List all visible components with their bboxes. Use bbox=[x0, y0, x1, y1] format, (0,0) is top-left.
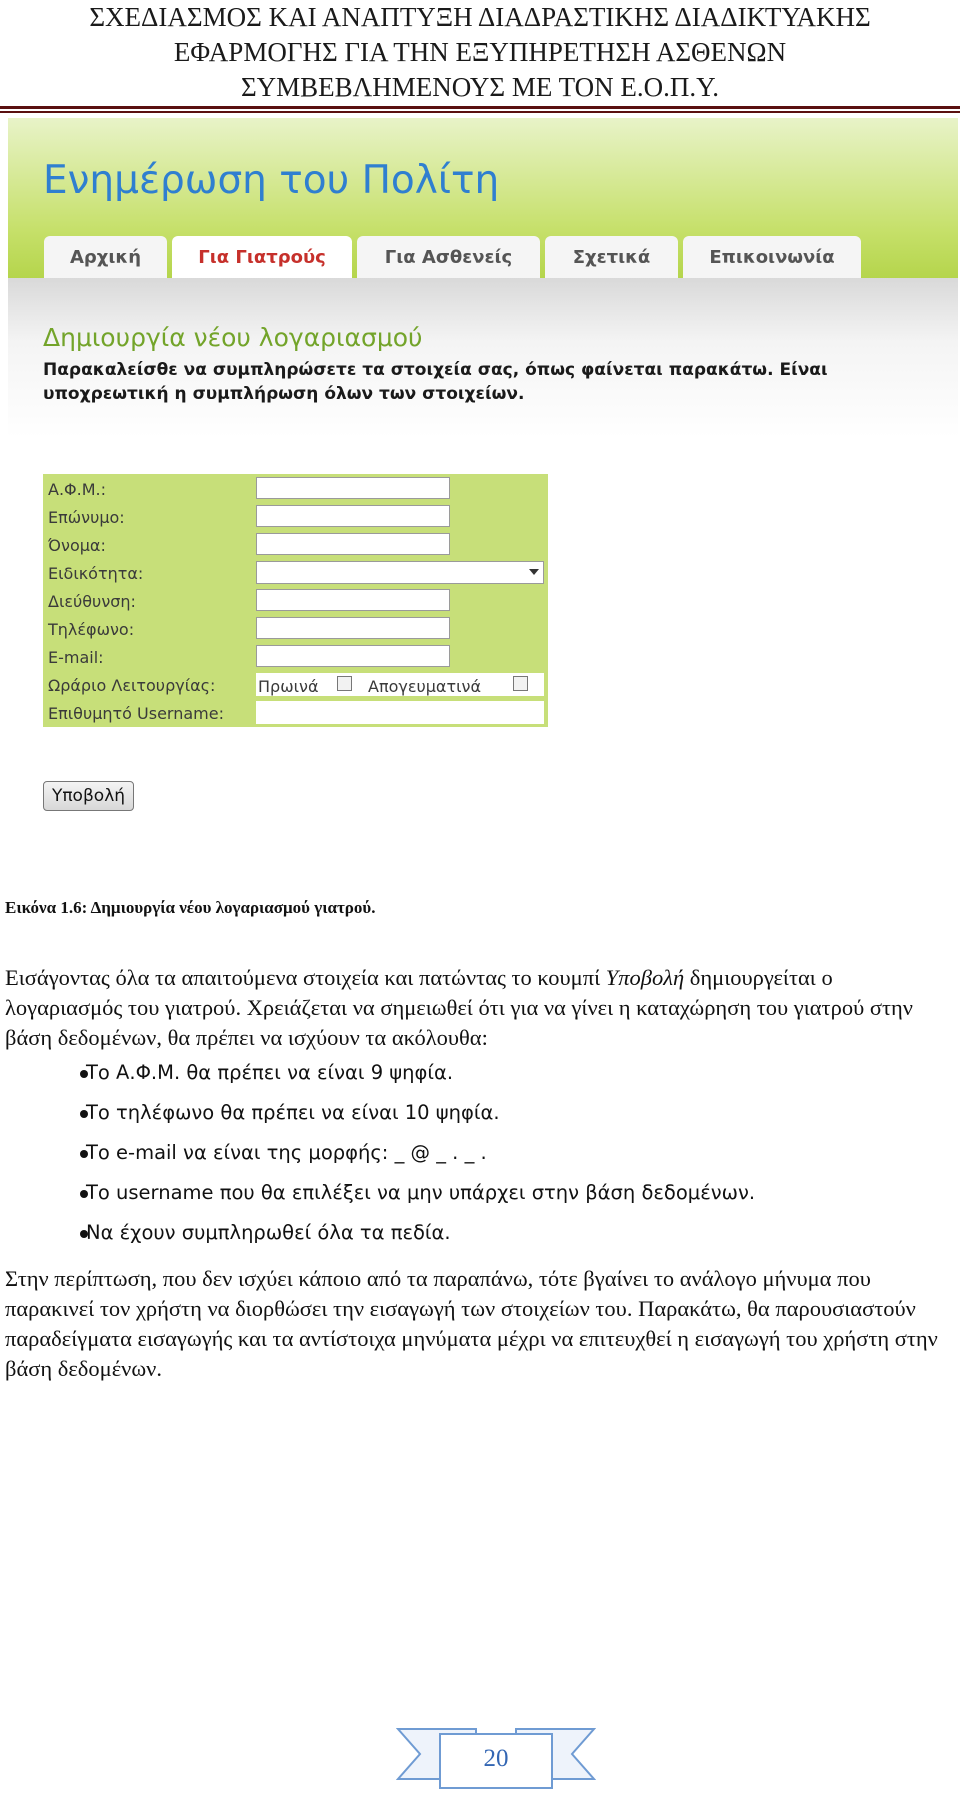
name-input[interactable] bbox=[256, 533, 450, 555]
registration-form bbox=[43, 474, 548, 727]
list-item bbox=[0, 1139, 960, 1169]
paragraph-2: Στην περίπτωση, που δεν ισχύει κάποιο από τα παραπάνω, τότε βγαίνει το ανάλογο μήνυμα που παρακινεί τον χρήστη να διορθώσει την εισαγωγή των στοιχείων του. Παρακάτω, θα παρουσιαστούν παραδείγματα εισαγωγής και τα αντίστοιχα μηνύματα μέχρι να επιτευχθεί η εισαγωγή του χρήστη στην βάση δεδομένων. bbox=[5, 1266, 938, 1381]
page-number: 20 bbox=[483, 1745, 509, 1772]
form-row-name bbox=[43, 532, 548, 560]
site-title: Ενημέρωση του Πολίτη bbox=[43, 158, 500, 203]
list-item-text: Το username που θα επιλέξει να μην υπάρχει στην βάση δεδομένων. bbox=[86, 1181, 756, 1204]
figure-caption: Εικόνα 1.6: Δημιουργία νέου λογαριασμού γιατρού. bbox=[5, 898, 376, 917]
list-item bbox=[0, 1219, 960, 1249]
afternoon-label: Απογευματινά bbox=[368, 677, 481, 696]
specialty-select[interactable] bbox=[256, 561, 544, 584]
paragraph-1-start: Εισάγοντας όλα τα απαιτούμενα στοιχεία και πατώντας το κουμπί bbox=[5, 965, 606, 990]
form-row-username bbox=[43, 700, 548, 728]
address-input[interactable] bbox=[256, 589, 450, 611]
chevron-down-icon bbox=[529, 569, 539, 575]
form-row-email bbox=[43, 644, 548, 672]
form-title: Δημιουργία νέου λογαριασμού bbox=[43, 323, 423, 352]
form-row-hours bbox=[43, 672, 548, 700]
specialty-label: Ειδικότητα: bbox=[48, 564, 144, 583]
phone-label: Τηλέφωνο: bbox=[48, 620, 135, 639]
figure-screenshot bbox=[8, 118, 958, 818]
list-item-text: Να έχουν συμπληρωθεί όλα τα πεδία. bbox=[86, 1221, 451, 1244]
tab-home[interactable]: Αρχική bbox=[44, 236, 167, 278]
hours-label: Ωράριο Λειτουργίας: bbox=[48, 676, 216, 695]
morning-label: Πρωινά bbox=[258, 677, 319, 696]
nav-tabs bbox=[44, 236, 861, 278]
header-rule-thick bbox=[0, 106, 960, 109]
tab-doctors[interactable]: Για Γιατρούς bbox=[172, 236, 352, 278]
form-row-address bbox=[43, 588, 548, 616]
afm-label: Α.Φ.Μ.: bbox=[48, 480, 106, 499]
phone-input[interactable] bbox=[256, 617, 450, 639]
list-item-text: Το τηλέφωνο θα πρέπει να είναι 10 ψηφία. bbox=[86, 1101, 500, 1124]
tab-patients[interactable]: Για Ασθενείς bbox=[357, 236, 540, 278]
username-label: Επιθυμητό Username: bbox=[48, 704, 224, 723]
morning-checkbox[interactable] bbox=[337, 676, 352, 691]
email-input[interactable] bbox=[256, 645, 450, 667]
surname-label: Επώνυμο: bbox=[48, 508, 125, 527]
document-header bbox=[0, 0, 960, 105]
header-line-2: ΕΦΑΡΜΟΓΗΣ ΓΙΑ ΤΗΝ ΕΞΥΠΗΡΕΤΗΣΗ ΑΣΘΕΝΩΝ bbox=[173, 37, 787, 67]
form-row-phone bbox=[43, 616, 548, 644]
afm-input[interactable] bbox=[256, 477, 450, 499]
tab-contact[interactable]: Επικοινωνία bbox=[683, 236, 861, 278]
header-line-3: ΣΥΜΒΕΒΛΗΜΕΝΟΥΣ ΜΕ ΤΟΝ Ε.Ο.Π.Υ. bbox=[240, 72, 720, 102]
paragraph-1-emphasis: Υποβολή bbox=[605, 965, 685, 990]
address-label: Διεύθυνση: bbox=[48, 592, 136, 611]
email-label: E-mail: bbox=[48, 648, 104, 667]
hours-options bbox=[256, 673, 544, 696]
list-item-text: Το e-mail να είναι της μορφής: _ @ _ . _ . bbox=[86, 1141, 487, 1164]
list-item bbox=[0, 1179, 960, 1209]
form-row-surname bbox=[43, 504, 548, 532]
name-label: Όνομα: bbox=[48, 536, 106, 555]
header-rule-thin bbox=[0, 111, 960, 113]
list-item bbox=[0, 1099, 960, 1129]
paragraph-1-end: δημιουργείται ο λογαριασμός του γιατρού. Χρειάζεται να σημειωθεί ότι για να γίνει η καταχώρηση του γιατρού στην βάση δεδομένων, θα πρέπει να ισχύουν τα ακόλουθα: bbox=[5, 965, 913, 1050]
header-line-1: ΣΧΕΔΙΑΣΜΟΣ ΚΑΙ ΑΝΑΠΤΥΞΗ ΔΙΑΔΡΑΣΤΙΚΗΣ ΔΙΑΔΙΚΤΥΑΚΗΣ bbox=[89, 2, 871, 32]
tab-about[interactable]: Σχετικά bbox=[545, 236, 678, 278]
surname-input[interactable] bbox=[256, 505, 450, 527]
username-input[interactable] bbox=[256, 701, 544, 724]
form-row-specialty bbox=[43, 560, 548, 588]
list-item-text: Το Α.Φ.Μ. θα πρέπει να είναι 9 ψηφία. bbox=[86, 1061, 454, 1084]
form-intro: Παρακαλείσθε να συμπληρώσετε τα στοιχεία σας, όπως φαίνεται παρακάτω. Είναι υποχρεωτική η συμπλήρωση όλων των στοιχείων. bbox=[43, 360, 828, 404]
form-row-afm bbox=[43, 476, 548, 504]
afternoon-checkbox[interactable] bbox=[513, 676, 528, 691]
submit-button[interactable]: Υποβολή bbox=[43, 781, 134, 811]
list-item bbox=[0, 1059, 960, 1089]
paragraph-1 bbox=[5, 963, 953, 1053]
